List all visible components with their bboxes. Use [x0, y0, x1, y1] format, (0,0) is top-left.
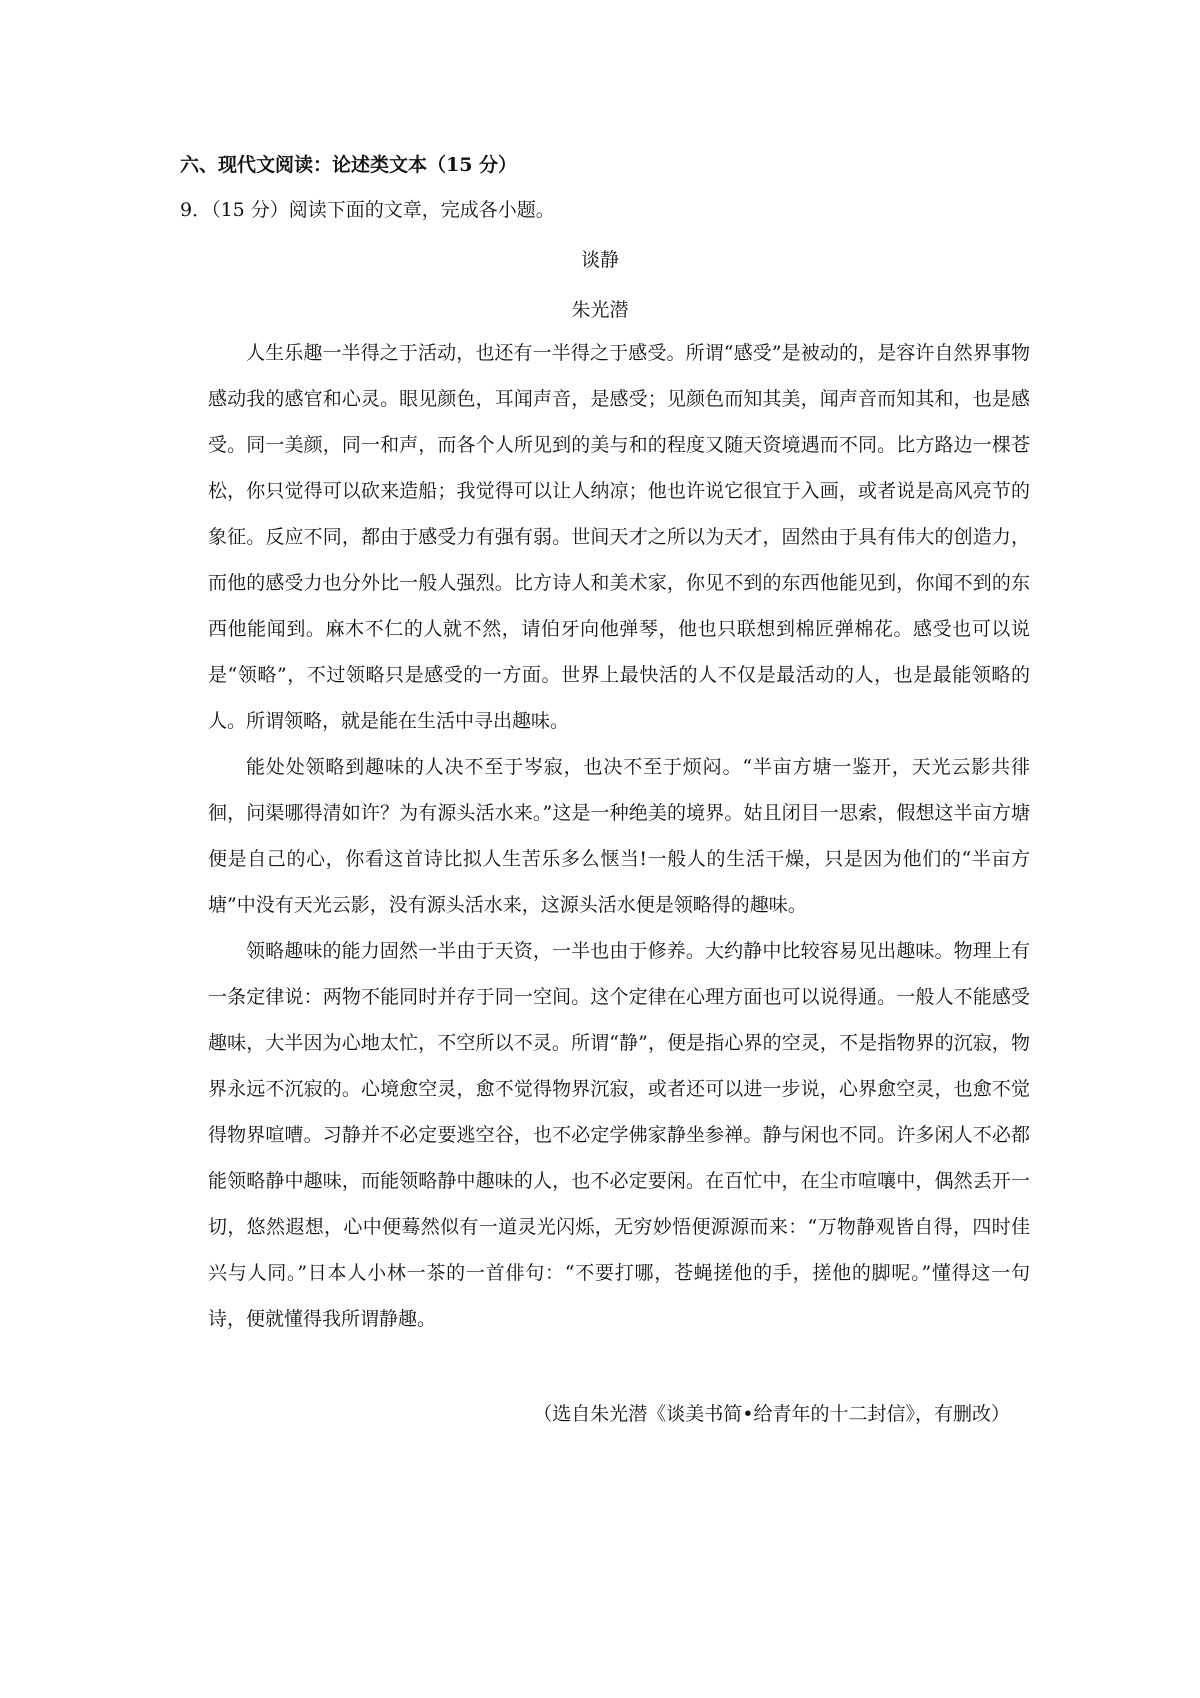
article-body: [208, 330, 1030, 1342]
article-paragraph-1: 人生乐趣一半得之于活动，也还有一半得之于感受。所谓“感受”是被动的，是容许自然界事物感动我的感官和心灵。眼见颜色，耳闻声音，是感受；见颜色而知其美，闻声音而知其和，也是感受。同一美颜，同一和声，而各个人所见到的美与和的程度又随天资境遇而不同。比方路边一棵苍松，你只觉得可以砍来造船；我觉得可以让人纳凉；他也许说它很宜于入画，或者说是高风亮节的象征。反应不同，都由于感受力有强有弱。世间天才之所以为天才，固然由于具有伟大的创造力，而他的感受力也分外比一般人强烈。比方诗人和美术家，你见不到的东西他能见到，你闻不到的东西他能闻到。麻木不仁的人就不然，请伯牙向他弹琴，他也只联想到棉匠弹棉花。感受也可以说是“领略”，不过领略只是感受的一方面。世界上最快活的人不仅是最活动的人，也是最能领略的人。所谓领略，就是能在生活中寻出趣味。: [208, 342, 1030, 732]
article-paragraph-2: 能处处领略到趣味的人决不至于岑寂，也决不至于烦闷。“半亩方塘一鉴开，天光云影共徘徊，问渠哪得清如许？为有源头活水来。”这是一种绝美的境界。姑且闭目一思索，假想这半亩方塘便是自己的心，你看这首诗比拟人生苦乐多么惬当!一般人的生活干燥，只是因为他们的“半亩方塘”中没有天光云影，没有源头活水来，这源头活水便是领略得的趣味。: [208, 756, 1030, 916]
article-paragraph-3: 领略趣味的能力固然一半由于天资，一半也由于修养。大约静中比较容易见出趣味。物理上有一条定律说：两物不能同时并存于同一空间。这个定律在心理方面也可以说得通。一般人不能感受趣味，大半因为心地太忙，不空所以不灵。所谓“静”，便是指心界的空灵，不是指物界的沉寂，物界永远不沉寂的。心境愈空灵，愈不觉得物界沉寂，或者还可以进一步说，心界愈空灵，也愈不觉得物界喧嘈。习静并不必定要逃空谷，也不必定学佛家静坐参禅。静与闲也不同。许多闲人不必都能领略静中趣味，而能领略静中趣味的人，也不必定要闲。在百忙中，在尘市喧嚷中，偶然丢开一切，悠然遐想，心中便蓦然似有一道灵光闪烁，无穷妙悟便源源而来：“万物静观皆自得，四时佳兴与人同。”日本人小林一茶的一首俳句：“不要打哪，苍蝇搓他的手，搓他的脚呢。”懂得这一句诗，便就懂得我所谓静趣。: [208, 940, 1030, 1330]
question-prompt: 9．（15 分）阅读下面的文章，完成各小题。: [180, 199, 555, 221]
source-citation: （选自朱光潜《谈美书简•给青年的十二封信》，有删改）: [533, 1403, 1010, 1425]
section-heading: 六、现代文阅读：论述类文本（15 分）: [180, 154, 518, 176]
article-title: 谈静: [580, 249, 619, 271]
article-author: 朱光潜: [571, 299, 629, 321]
